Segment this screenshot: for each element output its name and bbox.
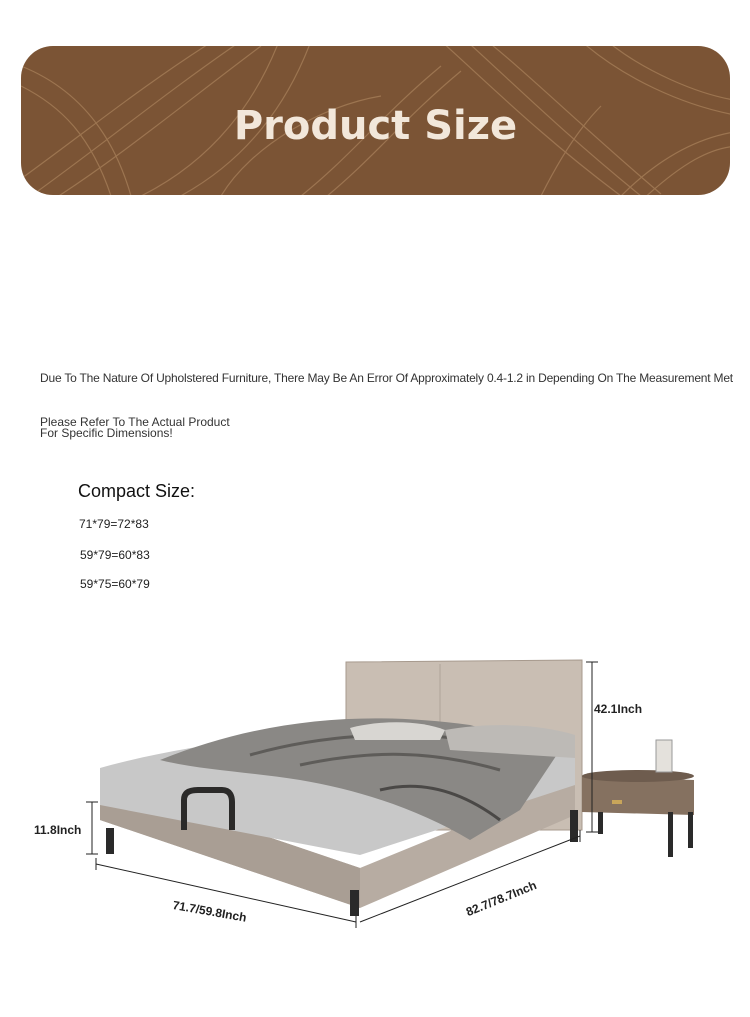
refer-line-1: Please Refer To The Actual Product: [40, 415, 230, 429]
refer-line-2: For Specific Dimensions!: [40, 426, 173, 440]
bed-width-label: 71.7/59.8Inch: [171, 898, 248, 925]
compact-size-item: 59*79=60*83: [80, 548, 150, 562]
compact-size-item: 71*79=72*83: [79, 517, 149, 531]
banner-title: Product Size: [233, 103, 518, 149]
compact-size-title: Compact Size:: [78, 481, 196, 501]
measurement-notice: Due To The Nature Of Upholstered Furniture, There May Be An Error Of Approximately 0.4-1.2 in Depending On The Measurement Met: [40, 371, 733, 385]
bed-illustration: [0, 640, 750, 940]
product-size-banner: [21, 46, 730, 195]
headboard-height-label: 42.1Inch: [594, 702, 643, 716]
compact-size-item: 59*75=60*79: [80, 577, 150, 591]
frame-height-label: 11.8Inch: [34, 823, 82, 837]
bed-length-label: 82.7/78.7Inch: [464, 878, 539, 919]
refer-note: [40, 417, 280, 439]
